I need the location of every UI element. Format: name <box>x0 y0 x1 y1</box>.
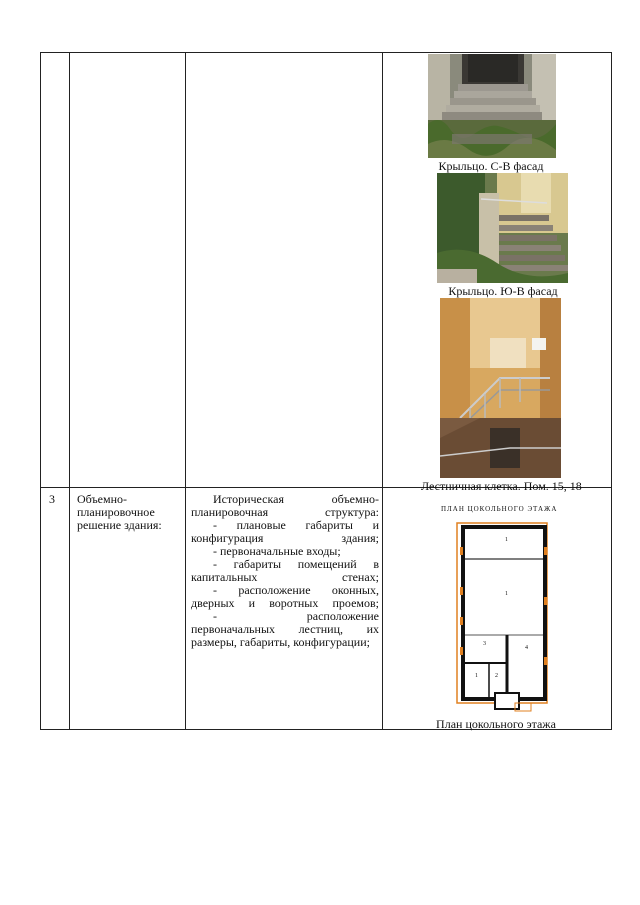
description-line: - расположение первоначальных лестниц, их размеры, габариты, конфигурации; <box>191 609 379 649</box>
photo-caption: Крыльцо. С-В фасад <box>438 159 544 173</box>
room-label: 4 <box>525 645 528 651</box>
column-divider <box>69 53 70 729</box>
porch-photo-ne-icon <box>428 54 556 158</box>
floor-plan-icon <box>455 517 555 715</box>
section-description <box>191 493 379 649</box>
plan-title: ПЛАН ЦОКОЛЬНОГО ЭТАЖА <box>441 505 558 513</box>
description-line: - плановые габариты и конфигурация здания; <box>191 518 379 545</box>
room-label: 1 <box>505 537 508 543</box>
description-line: Историческая объемно-планировочная структура: <box>191 492 379 519</box>
photo-caption: Лестничная клетка. Пом. 15, 18 <box>421 479 582 493</box>
description-line: - первоначальные входы; <box>213 544 341 558</box>
stairwell-photo-icon <box>440 298 561 478</box>
column-divider <box>382 53 383 729</box>
column-divider <box>185 53 186 729</box>
room-label: 3 <box>483 641 486 647</box>
room-label: 1 <box>505 591 508 597</box>
description-table <box>40 52 612 730</box>
description-line: - габариты помещений в капитальных стенах; <box>191 557 379 584</box>
description-line: - расположение оконных, дверных и воротных проемов; <box>191 583 379 610</box>
section-name: Объемно-планировочное решение здания: <box>77 492 162 532</box>
plan-caption: План цокольного этажа <box>436 717 556 731</box>
porch-photo-se-icon <box>437 173 568 283</box>
row-number: 3 <box>49 492 55 506</box>
photo-caption: Крыльцо. Ю-В фасад <box>448 284 558 298</box>
room-label: 1 <box>475 673 478 679</box>
room-label: 2 <box>495 673 498 679</box>
